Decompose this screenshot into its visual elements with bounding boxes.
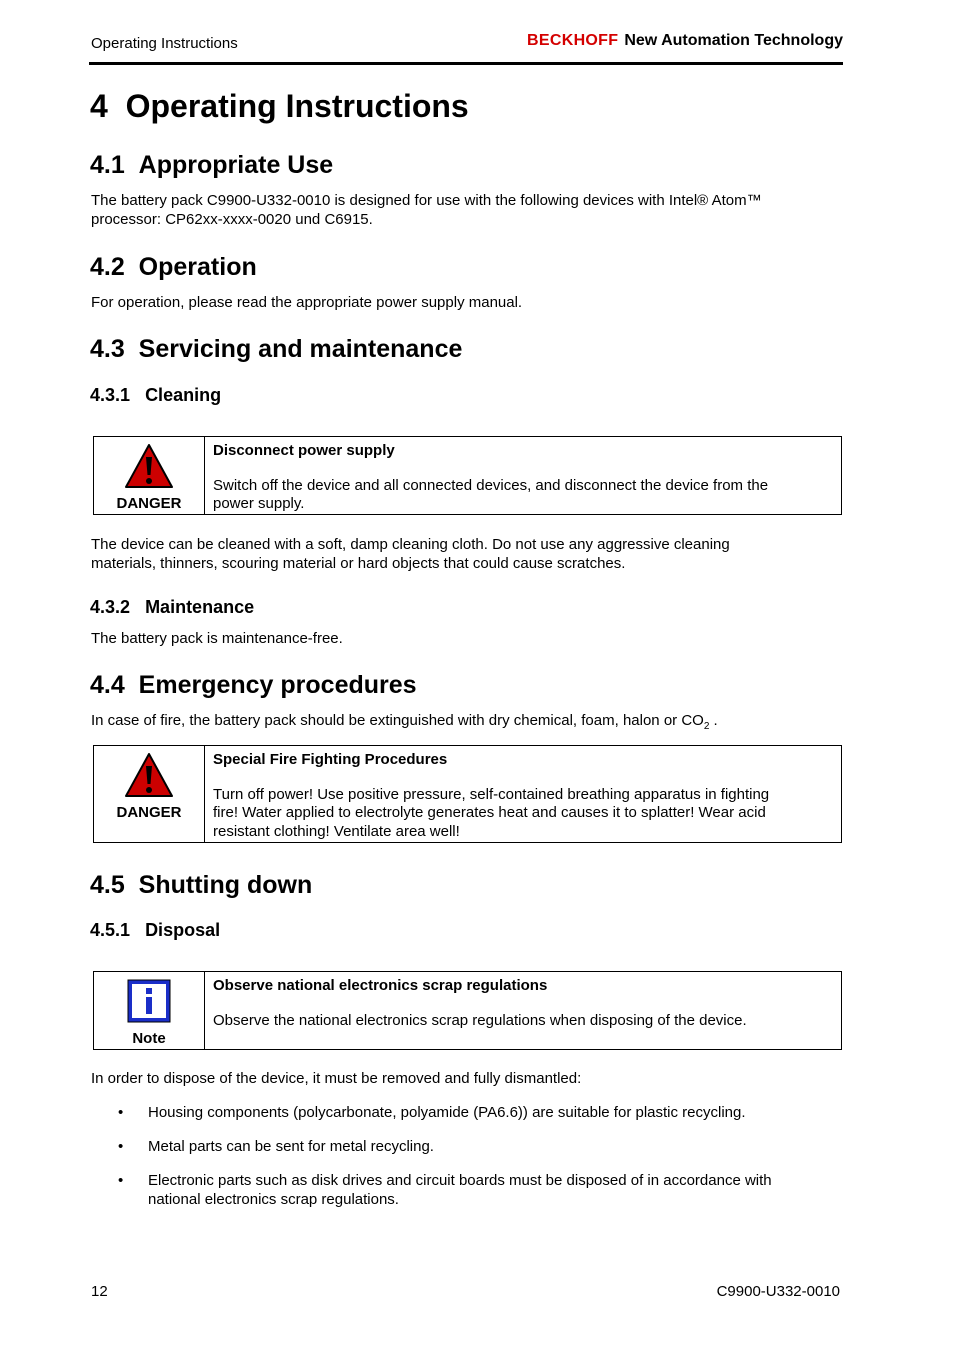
operation-text: For operation, please read the appropriate power supply manual. xyxy=(91,294,523,311)
danger-box-text xyxy=(205,746,841,842)
chapter-number: 4 xyxy=(90,88,108,124)
text-line: The battery pack C9900-U332-0010 is designed for use with the following devices with Intel® Atom™ xyxy=(91,192,762,209)
disposal-list xyxy=(118,1103,818,1122)
page-number: 12 xyxy=(91,1283,108,1300)
note-box-disposal xyxy=(93,971,842,1050)
list-item-text: national electronics scrap regulations. xyxy=(148,1191,399,1208)
note-box-title: Observe national electronics scrap regulations xyxy=(213,977,548,994)
disposal-intro: In order to dispose of the device, it must be removed and fully dismantled: xyxy=(91,1070,582,1087)
section-4-5-1-title xyxy=(90,920,220,941)
chapter-heading: Operating Instructions xyxy=(125,88,469,124)
danger-icon-cell xyxy=(94,437,205,514)
danger-box-title: Disconnect power supply xyxy=(213,442,395,459)
text-line: processor: CP62xx-xxxx-0020 und C6915. xyxy=(91,211,373,228)
section-heading: Servicing and maintenance xyxy=(138,335,463,363)
section-4-1-title xyxy=(90,151,333,180)
section-number: 4.4 xyxy=(90,671,125,699)
section-heading: Emergency procedures xyxy=(138,671,417,699)
text-line: The device can be cleaned with a soft, damp cleaning cloth. Do not use any aggressive cleaning xyxy=(91,536,730,553)
section-heading: Operation xyxy=(138,253,257,281)
text-line: Switch off the device and all connected devices, and disconnect the device from the xyxy=(213,476,769,494)
section-heading: Maintenance xyxy=(145,597,255,617)
text-line: resistant clothing! Ventilate area well! xyxy=(213,822,460,840)
brand-logo xyxy=(527,32,843,50)
document-id: C9900-U332-0010 xyxy=(716,1283,840,1300)
list-item xyxy=(118,1103,818,1122)
text-line: materials, thinners, scouring material or hard objects that could cause scratches. xyxy=(91,555,626,572)
bullet: • xyxy=(118,1104,124,1121)
warning-triangle-icon xyxy=(124,752,174,798)
section-number: 4.3 xyxy=(90,335,125,363)
list-item xyxy=(118,1137,818,1156)
section-4-5-title xyxy=(90,871,312,900)
section-number: 4.1 xyxy=(90,151,125,179)
section-heading: Disposal xyxy=(145,920,221,940)
note-icon-cell xyxy=(94,972,205,1049)
text-line: . xyxy=(709,712,718,729)
info-icon xyxy=(126,978,172,1024)
danger-box-fire xyxy=(93,745,842,843)
section-4-2-title xyxy=(90,253,257,282)
warning-triangle-icon xyxy=(124,443,174,489)
list-item xyxy=(118,1171,818,1209)
text-line: Turn off power! Use positive pressure, self-contained breathing apparatus in fighting xyxy=(213,785,770,803)
header-rule xyxy=(89,62,843,65)
section-number: 4.3.2 xyxy=(90,597,131,617)
section-heading: Cleaning xyxy=(145,385,222,405)
text-line: power supply. xyxy=(213,495,305,512)
text-line: In case of fire, the battery pack should be extinguished with dry chemical, foam, halon or CO xyxy=(91,712,704,729)
section-heading: Shutting down xyxy=(138,871,313,899)
maintenance-text: The battery pack is maintenance-free. xyxy=(91,630,343,647)
section-4-4-title xyxy=(90,671,417,700)
section-4-3-2-title xyxy=(90,597,254,618)
chapter-title xyxy=(90,88,469,125)
danger-box-power xyxy=(93,436,842,515)
appropriate-use-text xyxy=(91,191,836,229)
bullet: • xyxy=(118,1138,124,1155)
section-4-3-1-title xyxy=(90,385,221,406)
danger-box-text xyxy=(205,437,841,514)
cleaning-text xyxy=(91,535,836,573)
note-label: Note xyxy=(132,1030,166,1047)
text-line: fire! Water applied to electrolyte generates heat and causes it to splatter! Wear acid xyxy=(213,804,766,821)
section-number: 4.2 xyxy=(90,253,125,281)
brand-tagline: New Automation Technology xyxy=(624,32,843,49)
brand-name: BECKHOFF xyxy=(527,32,619,49)
section-number: 4.5 xyxy=(90,871,125,899)
emergency-text xyxy=(91,711,836,736)
disposal-list xyxy=(118,1171,818,1209)
section-heading: Appropriate Use xyxy=(138,151,334,179)
list-item-text: Metal parts can be sent for metal recycling. xyxy=(148,1138,434,1155)
subscript: 2 xyxy=(703,721,710,732)
disposal-list xyxy=(118,1137,818,1156)
section-number: 4.5.1 xyxy=(90,920,131,940)
section-4-3-title xyxy=(90,335,462,364)
bullet: • xyxy=(118,1172,124,1189)
danger-label: DANGER xyxy=(116,804,182,821)
section-number: 4.3.1 xyxy=(90,385,131,405)
danger-label: DANGER xyxy=(116,495,182,512)
note-box-text xyxy=(205,972,841,1049)
list-item-text: Housing components (polycarbonate, polyamide (PA6.6)) are suitable for plastic recycling. xyxy=(148,1104,746,1121)
header-title: Operating Instructions xyxy=(91,35,238,52)
list-item-text: Electronic parts such as disk drives and circuit boards must be disposed of in accordance with xyxy=(148,1172,772,1189)
danger-icon-cell xyxy=(94,746,205,842)
text-line: Observe the national electronics scrap regulations when disposing of the device. xyxy=(213,1011,747,1029)
danger-box-title: Special Fire Fighting Procedures xyxy=(213,751,448,768)
